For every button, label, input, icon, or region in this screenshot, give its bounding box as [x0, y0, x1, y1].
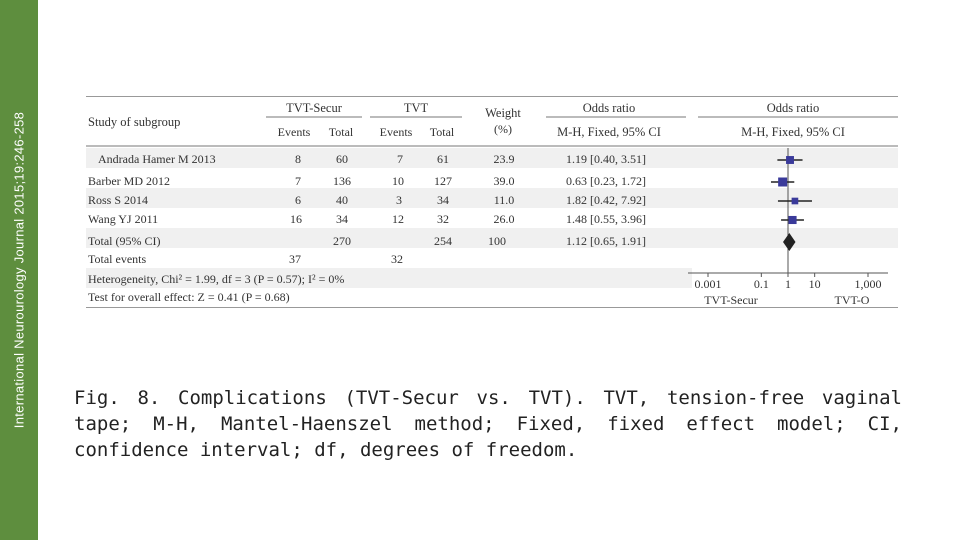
heterogeneity-text: Heterogeneity, Chi² = 1.99, df = 3 (P = 0.57); I² = 0% — [88, 272, 345, 286]
events-2: 7 — [397, 152, 403, 166]
events-label: Total events — [88, 252, 147, 266]
study-row — [88, 174, 646, 188]
total-2: 127 — [434, 174, 452, 188]
row-bg — [86, 188, 898, 208]
events-2: 3 — [396, 193, 402, 207]
header-study: Study of subgroup — [88, 115, 181, 129]
header-events-1: Events — [277, 125, 311, 139]
forest-plot-area — [688, 148, 888, 291]
events-2: 10 — [392, 174, 404, 188]
x-axis-tick-label: 10 — [808, 277, 821, 291]
weight: 26.0 — [493, 212, 515, 226]
total-1: 136 — [333, 174, 351, 188]
x-axis-tick-label: 0.001 — [694, 277, 722, 291]
header-group1: TVT-Secur — [286, 101, 342, 115]
study-name: Ross S 2014 — [88, 193, 149, 207]
total-1: 60 — [336, 152, 348, 166]
total-sum-1: 270 — [333, 234, 351, 248]
header-total-1: Total — [328, 125, 354, 139]
figure-caption: Fig. 8. Complications (TVT-Secur vs. TVT). TVT, tension-free vaginal tape; M-H, Mantel-Haenszel method; Fixed, fixed effect model; CI, confidence interval; df, degrees of freedom. — [74, 387, 902, 461]
header-or-text-method: M-H, Fixed, 95% CI — [557, 125, 661, 139]
events-1: 8 — [295, 152, 301, 166]
total-odds-ratio-text: 1.12 [0.65, 1.91] — [566, 234, 646, 248]
total-1: 34 — [336, 212, 348, 226]
total-label: Total (95% CI) — [88, 234, 161, 248]
total-2: 32 — [437, 212, 449, 226]
header-weight: Weight — [485, 106, 521, 120]
header-or-text: Odds ratio — [582, 101, 636, 115]
study-marker-square — [789, 216, 797, 224]
events-1: 7 — [295, 174, 301, 188]
study-marker-square — [792, 198, 799, 205]
study-row — [88, 212, 646, 226]
study-name: Wang YJ 2011 — [88, 212, 159, 226]
journal-sidebar — [0, 0, 38, 540]
odds-ratio-text: 1.48 [0.55, 3.96] — [566, 212, 646, 226]
total-2: 34 — [437, 193, 449, 207]
header-or-plot-method: M-H, Fixed, 95% CI — [741, 125, 845, 139]
total-2: 61 — [437, 152, 449, 166]
forest-plot-svg — [86, 96, 898, 308]
total-sum-2: 254 — [434, 234, 452, 248]
header-events-2: Events — [379, 125, 413, 139]
favours-left-label: TVT-Secur — [704, 293, 758, 307]
events-1: 6 — [295, 193, 301, 207]
x-axis-tick-label: 1,000 — [854, 277, 882, 291]
header-or-plot: Odds ratio — [766, 101, 820, 115]
weight: 23.9 — [493, 152, 515, 166]
study-name: Andrada Hamer M 2013 — [98, 152, 216, 166]
weight: 11.0 — [493, 193, 515, 207]
journal-citation: International Neurourology Journal 2015;19:246-258 — [11, 111, 27, 429]
odds-ratio-text: 0.63 [0.23, 1.72] — [566, 174, 646, 188]
events-1: 16 — [290, 212, 302, 226]
total-1: 40 — [336, 193, 348, 207]
header-weight-unit: (%) — [494, 122, 512, 136]
favours-right-label: TVT-O — [834, 293, 870, 307]
weight: 39.0 — [493, 174, 515, 188]
odds-ratio-text: 1.19 [0.40, 3.51] — [566, 152, 646, 166]
total-weight: 100 — [488, 234, 506, 248]
study-marker-square — [778, 178, 787, 187]
odds-ratio-text: 1.82 [0.42, 7.92] — [566, 193, 646, 207]
overall-effect-text: Test for overall effect: Z = 0.41 (P = 0.68) — [88, 290, 290, 304]
forest-plot-figure — [86, 96, 898, 308]
study-marker-square — [786, 156, 794, 164]
x-axis-tick-label: 0.1 — [753, 277, 769, 291]
events-2: 12 — [392, 212, 404, 226]
total-events-2: 32 — [391, 252, 403, 266]
header-total-2: Total — [429, 125, 455, 139]
study-name: Barber MD 2012 — [88, 174, 170, 188]
total-events-1: 37 — [289, 252, 301, 266]
header-group2: TVT — [403, 101, 429, 115]
x-axis-tick-label: 1 — [785, 277, 791, 291]
